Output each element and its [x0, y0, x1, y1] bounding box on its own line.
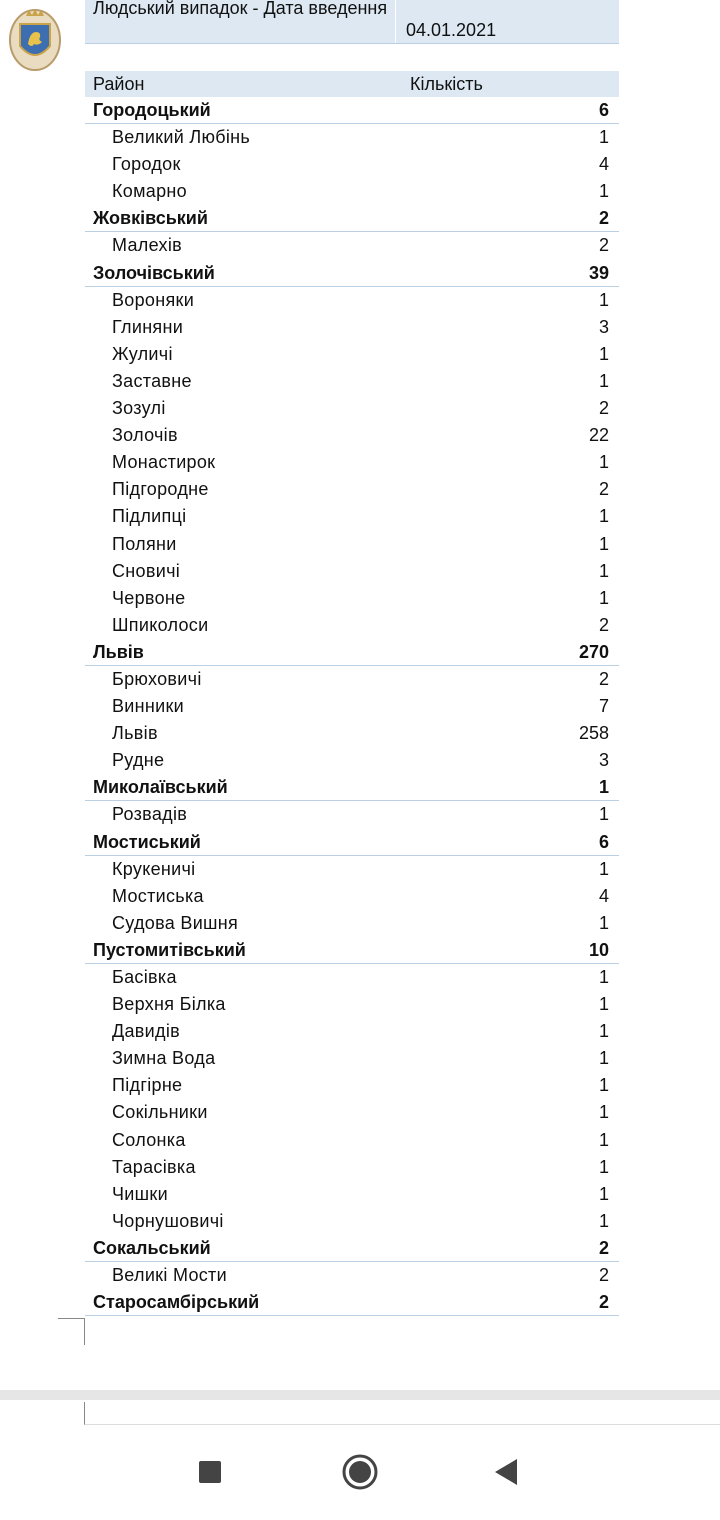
- locality-count: 1: [598, 1048, 609, 1069]
- district-name: Жовківський: [93, 208, 208, 229]
- locality-name: Львів: [112, 723, 158, 744]
- locality-row[interactable]: [85, 991, 619, 1018]
- district-name: Золочівський: [93, 262, 215, 283]
- locality-row[interactable]: [85, 178, 619, 205]
- locality-count: 22: [588, 425, 609, 446]
- locality-row[interactable]: [85, 1127, 619, 1154]
- locality-count: 1: [598, 912, 609, 933]
- home-button[interactable]: [335, 1447, 385, 1497]
- district-row[interactable]: [85, 1235, 619, 1262]
- locality-count: 1: [598, 1075, 609, 1096]
- district-count: 6: [598, 100, 609, 120]
- district-row[interactable]: [85, 829, 619, 856]
- locality-name: Монастирок: [112, 452, 216, 473]
- lviv-oblast-emblem-icon: [8, 6, 62, 72]
- locality-row[interactable]: [85, 422, 619, 449]
- page-separator: [0, 1390, 720, 1400]
- table-corner-marker: [58, 1318, 85, 1345]
- district-count: 270: [578, 641, 609, 662]
- locality-row[interactable]: [85, 720, 619, 747]
- locality-name: Крукеничі: [112, 858, 196, 879]
- locality-name: Великі Мости: [112, 1265, 227, 1286]
- locality-row[interactable]: [85, 503, 619, 530]
- locality-name: Чишки: [112, 1183, 168, 1204]
- locality-row[interactable]: [85, 124, 619, 151]
- locality-row[interactable]: [85, 747, 619, 774]
- locality-name: Винники: [112, 696, 185, 717]
- locality-name: Комарно: [112, 181, 187, 202]
- locality-count: 1: [598, 289, 609, 310]
- district-count: 2: [598, 1292, 609, 1313]
- district-count: 2: [598, 1237, 609, 1258]
- locality-row[interactable]: [85, 1099, 619, 1126]
- district-name: Львів: [93, 641, 144, 662]
- district-count: 1: [598, 777, 609, 798]
- locality-name: Підлипці: [112, 506, 187, 527]
- locality-row[interactable]: [85, 1018, 619, 1045]
- locality-count: 1: [598, 370, 609, 391]
- locality-count: 4: [598, 154, 609, 175]
- triangle-back-icon: [482, 1447, 532, 1497]
- locality-name: Давидів: [112, 1021, 180, 1042]
- locality-count: 1: [598, 1183, 609, 1204]
- locality-name: Шпиколоси: [112, 614, 209, 635]
- locality-name: Підгородне: [112, 479, 209, 500]
- locality-name: Глиняни: [112, 316, 184, 337]
- locality-count: 7: [598, 696, 609, 717]
- locality-row[interactable]: [85, 314, 619, 341]
- table-header: [85, 71, 619, 97]
- back-button[interactable]: [482, 1447, 532, 1497]
- locality-name: Басівка: [112, 967, 177, 987]
- district-row[interactable]: [85, 260, 619, 287]
- locality-count: 2: [598, 479, 609, 500]
- locality-name: Солонка: [112, 1129, 186, 1150]
- system-navigation-bar: [0, 1425, 720, 1520]
- locality-count: 1: [598, 181, 609, 202]
- locality-row[interactable]: [85, 395, 619, 422]
- locality-count: 4: [598, 885, 609, 906]
- district-count: 2: [598, 208, 609, 229]
- locality-count: 2: [598, 1265, 609, 1286]
- locality-row[interactable]: [85, 368, 619, 395]
- locality-row[interactable]: [85, 476, 619, 503]
- locality-count: 258: [578, 723, 609, 744]
- locality-name: Поляни: [112, 533, 177, 554]
- locality-count: 1: [598, 967, 609, 987]
- locality-name: Золочів: [112, 425, 178, 446]
- locality-row[interactable]: [85, 232, 619, 259]
- locality-name: Розвадів: [112, 804, 188, 825]
- locality-name: Вороняки: [112, 289, 195, 310]
- locality-row[interactable]: [85, 1181, 619, 1208]
- district-row[interactable]: [85, 97, 619, 124]
- locality-row[interactable]: [85, 612, 619, 639]
- locality-row[interactable]: [85, 558, 619, 585]
- header-count[interactable]: Кількість: [410, 74, 483, 94]
- locality-row[interactable]: [85, 531, 619, 558]
- locality-name: Великий Любінь: [112, 127, 251, 148]
- locality-count: 1: [598, 587, 609, 608]
- locality-count: 1: [598, 127, 609, 148]
- filter-divider: [395, 0, 396, 43]
- locality-row[interactable]: [85, 1072, 619, 1099]
- district-count: 6: [598, 831, 609, 852]
- locality-count: 1: [598, 1210, 609, 1231]
- district-name: Мостиський: [93, 831, 201, 852]
- recent-apps-button[interactable]: [185, 1447, 235, 1497]
- locality-name: Тарасівка: [112, 1156, 196, 1177]
- header-district[interactable]: Район: [93, 74, 145, 94]
- locality-count: 1: [598, 1102, 609, 1123]
- locality-count: 1: [598, 452, 609, 473]
- locality-row[interactable]: [85, 693, 619, 720]
- locality-row[interactable]: [85, 151, 619, 178]
- district-count: 10: [588, 939, 609, 960]
- locality-name: Городок: [112, 154, 181, 175]
- locality-count: 1: [598, 804, 609, 825]
- locality-name: Заставне: [112, 370, 192, 391]
- locality-row[interactable]: [85, 1208, 619, 1235]
- locality-count: 2: [598, 668, 609, 689]
- cases-table: [85, 71, 619, 1316]
- locality-name: Малехів: [112, 235, 182, 256]
- locality-name: Жуличі: [112, 343, 173, 364]
- locality-count: 2: [598, 235, 609, 256]
- locality-row[interactable]: [85, 1262, 619, 1289]
- locality-count: 3: [598, 316, 609, 337]
- locality-name: Зимна Вода: [112, 1048, 216, 1069]
- district-name: Городоцький: [93, 100, 211, 120]
- district-row[interactable]: [85, 1289, 619, 1316]
- table-body: [85, 97, 619, 1316]
- locality-count: 1: [598, 560, 609, 581]
- locality-name: Рудне: [112, 750, 165, 771]
- locality-name: Судова Вишня: [112, 912, 239, 933]
- locality-count: 1: [598, 1021, 609, 1042]
- locality-count: 2: [598, 398, 609, 419]
- district-name: Старосамбірський: [93, 1292, 260, 1313]
- locality-count: 1: [598, 858, 609, 879]
- locality-name: Чорнушовичі: [112, 1210, 224, 1231]
- locality-count: 1: [598, 1156, 609, 1177]
- next-page-corner-marker: [84, 1402, 720, 1425]
- square-icon: [185, 1447, 235, 1497]
- locality-row[interactable]: [85, 910, 619, 937]
- locality-row[interactable]: [85, 1154, 619, 1181]
- circle-home-icon: [335, 1447, 385, 1497]
- locality-name: Сновичі: [112, 560, 181, 581]
- district-row[interactable]: [85, 774, 619, 801]
- locality-count: 2: [598, 614, 609, 635]
- locality-name: Мостиська: [112, 885, 204, 906]
- filter-label: Людський випадок - Дата введення: [93, 0, 388, 18]
- filter-panel: [85, 0, 619, 44]
- locality-name: Підгірне: [112, 1075, 183, 1096]
- district-name: Пустомитівський: [93, 939, 246, 960]
- district-row[interactable]: [85, 639, 619, 666]
- locality-row[interactable]: [85, 856, 619, 883]
- district-name: Миколаївський: [93, 777, 228, 798]
- district-name: Сокальський: [93, 1237, 211, 1258]
- filter-date-value[interactable]: 04.01.2021: [406, 20, 497, 40]
- locality-count: 3: [598, 750, 609, 771]
- locality-row[interactable]: [85, 666, 619, 693]
- locality-count: 1: [598, 343, 609, 364]
- locality-name: Червоне: [112, 587, 186, 608]
- locality-row[interactable]: [85, 1045, 619, 1072]
- district-count: 39: [588, 262, 609, 283]
- locality-count: 1: [598, 533, 609, 554]
- locality-count: 1: [598, 506, 609, 527]
- locality-name: Зозулі: [112, 398, 166, 419]
- district-row[interactable]: [85, 937, 619, 964]
- locality-row[interactable]: [85, 883, 619, 910]
- locality-row[interactable]: [85, 801, 619, 828]
- locality-row[interactable]: [85, 449, 619, 476]
- locality-row[interactable]: [85, 585, 619, 612]
- district-row[interactable]: [85, 205, 619, 232]
- locality-name: Верхня Білка: [112, 994, 226, 1015]
- locality-count: 1: [598, 994, 609, 1015]
- locality-name: Брюховичі: [112, 668, 202, 689]
- locality-row[interactable]: [85, 287, 619, 314]
- locality-count: 1: [598, 1129, 609, 1150]
- locality-row[interactable]: [85, 341, 619, 368]
- locality-row[interactable]: [85, 964, 619, 991]
- locality-name: Сокільники: [112, 1102, 208, 1123]
